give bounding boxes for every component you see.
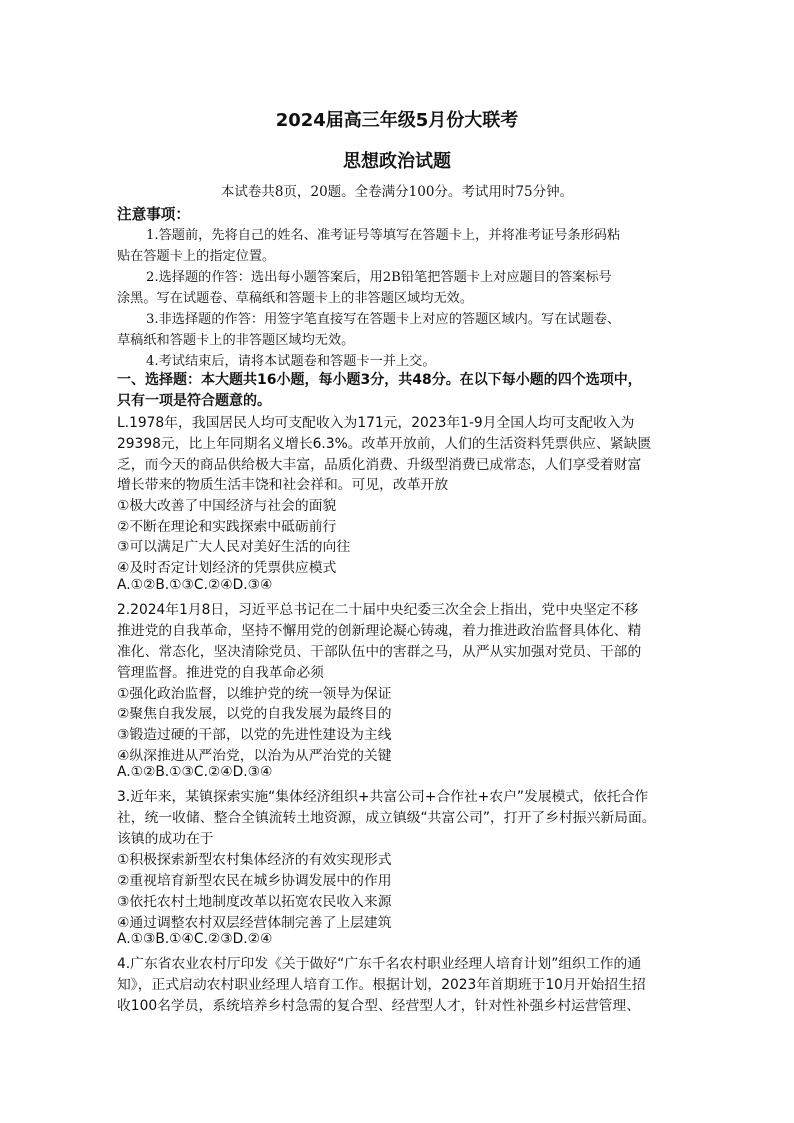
question-3-stem: 社，统一收储、整合全镇流转土地资源，成立镇级“共富公司”，打开了乡村振兴新局面。 [117,810,656,826]
question-4-stem: 4.广东省农业农村厅印发《关于做好“广东千名农村职业经理人培育计划”组织工作的通 [117,956,642,972]
question-3-stem: 3.近年来，某镇探索实施“集体经济组织+共富公司+合作社+农户”发展模式，依托合作 [117,789,649,805]
section-heading-cont: 只有一项是符合题意的。 [117,393,271,409]
question-3-answers: A.①③B.①④C.②③D.②④ [117,931,273,947]
question-1-stem: 29398元，比上年同期名义增长6.3%。改革开放前，人们的生活资料凭票供应、紧缺匮 [117,436,652,452]
note-line: 涂黑。写在试题卷、草稿纸和答题卡上的非答题区域均无效。 [117,291,474,306]
question-1-answers: A.①②B.①③C.②④D.③④ [117,577,273,593]
exam-info: 本试卷共8页，20题。全卷满分100分。考试用时75分钟。 [220,184,574,200]
note-line: 草稿纸和答题卡上的非答题区域均无效。 [117,333,355,348]
question-3-option: ④通过调整农村双层经营体制完善了上层建筑 [117,915,392,931]
question-2-answers: A.①②B.①③C.②④D.③④ [117,764,273,780]
question-3-option: ①积极探索新型农村集体经济的有效实现形式 [117,852,392,868]
note-line: 3.非选择题的作答：用签字笔直接写在答题卡上对应的答题区域内。写在试题卷、 [146,312,621,327]
notes-heading: 注意事项： [117,206,190,223]
question-4-stem: 知》，正式启动农村职业经理人培育工作。根据计划，2023年首期班于10月开始招生招 [117,977,646,993]
note-line: 1.答题前，先将自己的姓名、准考证号等填写在答题卡上，并将准考证号条形码粘 [146,228,621,243]
question-2-stem: 管理监督。推进党的自我革命必须 [117,665,324,681]
section-heading: 一、选择题：本大题共16小题，每小题3分，共48分。在以下每小题的四个选项中， [117,372,642,388]
note-line: 2.选择题的作答：选出每小题答案后，用2B铅笔把答题卡上对应题目的答案标号 [146,270,612,285]
note-line: 贴在答题卡上的指定位置。 [117,249,276,264]
question-2-stem: 推进党的自我革命，坚持不懈用党的创新理论凝心铸魂，着力推进政治监督具体化、精 [117,623,642,639]
question-3-option: ③依托农村土地制度改革以拓宽农民收入来源 [117,894,392,910]
question-1-stem: L.1978年，我国居民人均可支配收入为171元，2023年1-9月全国人均可支配收入为 [117,415,635,431]
note-line: 4.考试结束后，请将本试题卷和答题卡一并上交。 [146,354,436,369]
question-1-option: ①极大改善了中国经济与社会的面貌 [117,498,337,514]
question-1-option: ②不断在理论和实践探索中砥砺前行 [117,519,337,535]
question-1-option: ④及时否定计划经济的凭票供应模式 [117,560,337,576]
question-3-option: ②重视培育新型农民在城乡协调发展中的作用 [117,873,392,889]
question-2-option: ①强化政治监督，以维护党的统一领导为保证 [117,686,392,702]
exam-title: 2024届高三年级5月份大联考 [275,110,519,131]
subject-title: 思想政治试题 [343,151,451,172]
question-1-stem: 乏，而今天的商品供给极大丰富，品质化消费、升级型消费已成常态，人们享受着财富 [117,457,642,473]
question-1-option: ③可以满足广大人民对美好生活的向往 [117,539,351,555]
question-2-option: ②聚焦自我发展，以党的自我发展为最终目的 [117,706,392,722]
question-3-stem: 该镇的成功在于 [117,831,214,847]
question-2-stem: 2.2024年1月8日，习近平总书记在二十届中央纪委三次全会上指出，党中央坚定不移 [117,602,639,618]
question-4-stem: 收100名学员，系统培养乡村急需的复合型、经营型人才，针对性补强乡村运营管理、 [117,998,641,1014]
question-2-stem: 准化、常态化，坚决清除党员、干部队伍中的害群之马，从严从实加强对党员、干部的 [117,644,642,660]
question-2-option: ③锻造过硬的干部，以党的先进性建设为主线 [117,727,392,743]
question-1-stem: 增长带来的物质生活丰饶和社会祥和。可见，改革开放 [117,477,449,493]
question-2-option: ④纵深推进从严治党，以治为从严治党的关键 [117,748,392,764]
